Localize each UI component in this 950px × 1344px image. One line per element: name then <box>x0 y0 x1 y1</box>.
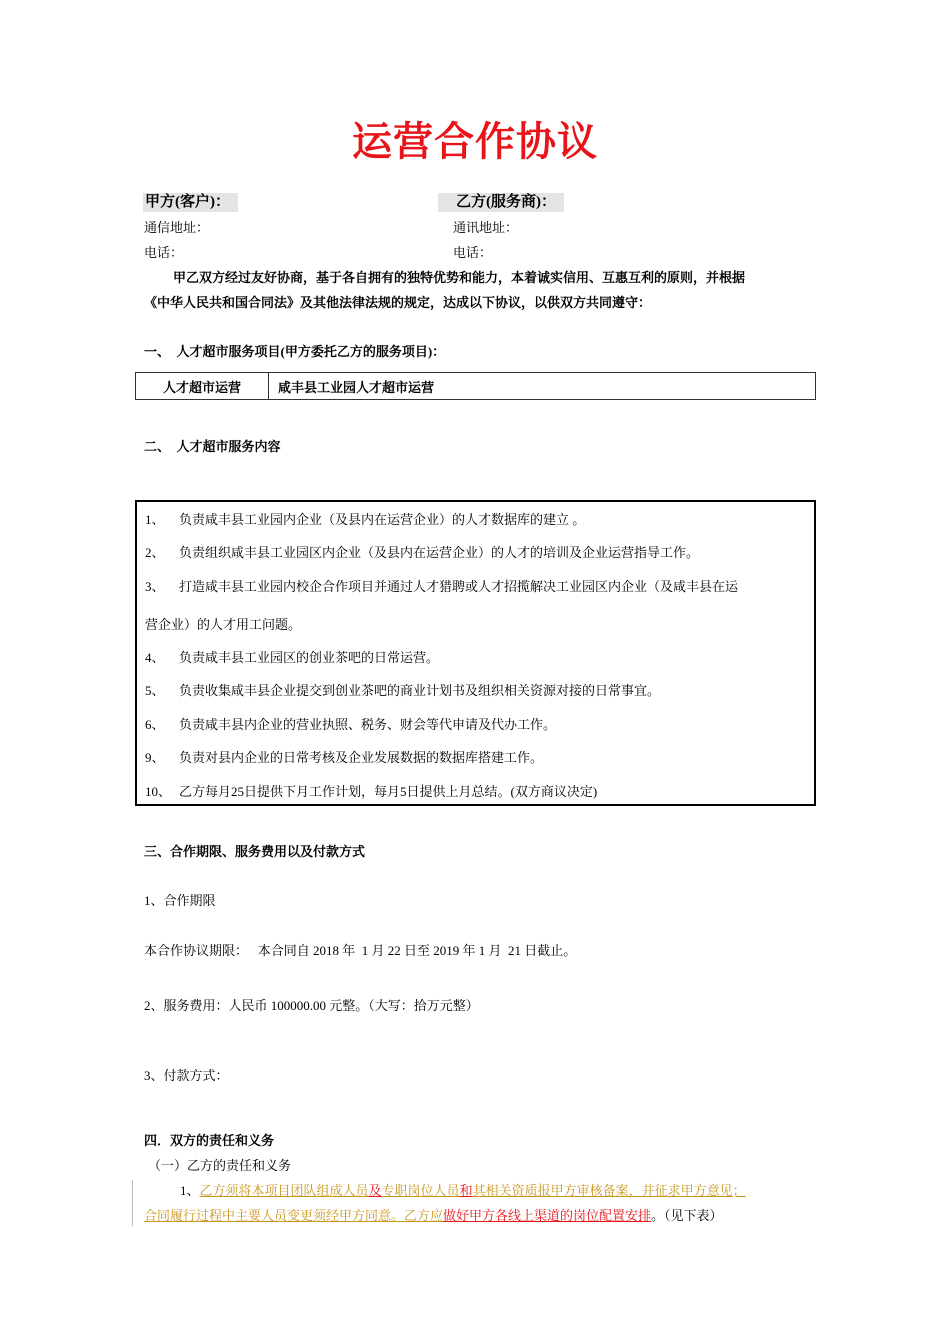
service-content-box <box>135 500 816 806</box>
list-item: 5、 负责收集咸丰县企业提交到创业茶吧的商业计划书及组织相关资源对接的日常事宜。 <box>145 683 661 698</box>
list-item: 10、 乙方每月25日提供下月工作计划，每月5日提供上月总结。(双方商议决定) <box>145 784 598 799</box>
service-item-desc: 咸丰县工业园人才超市运营 <box>278 380 435 395</box>
list-item-continuation: 营企业）的人才用工问题。 <box>145 617 302 632</box>
payment-text: 3、付款方式： <box>144 1068 229 1083</box>
tracked-paragraph-line-2: 合同履行过程中主要人员变更须经甲方同意。乙方应做好甲方各线上渠道的岗位配置安排。（见下表） <box>144 1208 723 1223</box>
list-item: 1、 负责咸丰县工业园内企业（及县内在运营企业）的人才数据库的建立 。 <box>145 512 586 527</box>
fee-text: 2、服务费用：人民币 100000.00 元整。（大写：拾万元整） <box>144 998 479 1013</box>
list-item: 2、 负责组织咸丰县工业园区内企业（及县内在运营企业）的人才的培训及企业运营指导工作。 <box>145 545 700 560</box>
party-b-phone: 电话： <box>453 245 493 260</box>
term-label: 1、合作期限 <box>144 893 216 908</box>
list-item: 4、 负责咸丰县工业园区的创业茶吧的日常运营。 <box>145 650 440 665</box>
party-a-phone: 电话： <box>144 245 184 260</box>
intro-line-1: 甲乙双方经过友好协商，基于各自拥有的独特优势和能力，本着诚实信用、互惠互利的原则，并根据 <box>173 270 746 285</box>
section-4-heading: 四．双方的责任和义务 <box>144 1133 275 1148</box>
section-2-heading: 二、 人才超市服务内容 <box>144 439 281 454</box>
intro-line-2: 《中华人民共和国合同法》及其他法律法规的规定，达成以下协议，以供双方共同遵守： <box>144 295 652 310</box>
service-item-table <box>135 372 816 400</box>
service-item-name: 人才超市运营 <box>136 373 269 399</box>
term-text: 本合作协议期限： 本合同自 2018 年 1 月 22 日至 2019 年 1 月 21 日截止。 <box>144 943 577 958</box>
section-1-heading: 一、 人才超市服务项目(甲方委托乙方的服务项目)： <box>144 344 446 359</box>
section-3-heading: 三、合作期限、服务费用以及付款方式 <box>144 844 366 859</box>
party-b-label: 乙方(服务商)： <box>438 193 564 212</box>
list-item: 6、 负责咸丰县内企业的营业执照、税务、财会等代申请及代办工作。 <box>145 717 557 732</box>
list-item: 3、 打造咸丰县工业园内校企合作项目并通过人才猎聘或人才招揽解决工业园区内企业（及咸丰县在运 <box>145 579 739 594</box>
section-4-subheading: （一）乙方的责任和义务 <box>148 1158 292 1173</box>
party-b-address: 通讯地址： <box>453 220 519 235</box>
document-title: 运营合作协议 <box>352 119 598 164</box>
party-a-label: 甲方(客户)： <box>143 193 238 212</box>
party-a-address: 通信地址： <box>144 220 210 235</box>
list-item: 9、 负责对县内企业的日常考核及企业发展数据的数据库搭建工作。 <box>145 750 544 765</box>
revision-bar <box>132 1180 133 1226</box>
tracked-paragraph-line-1: 1、乙方须将本项目团队组成人员及专职岗位人员和其相关资质报甲方审核备案，并征求甲方意见； <box>180 1183 746 1198</box>
